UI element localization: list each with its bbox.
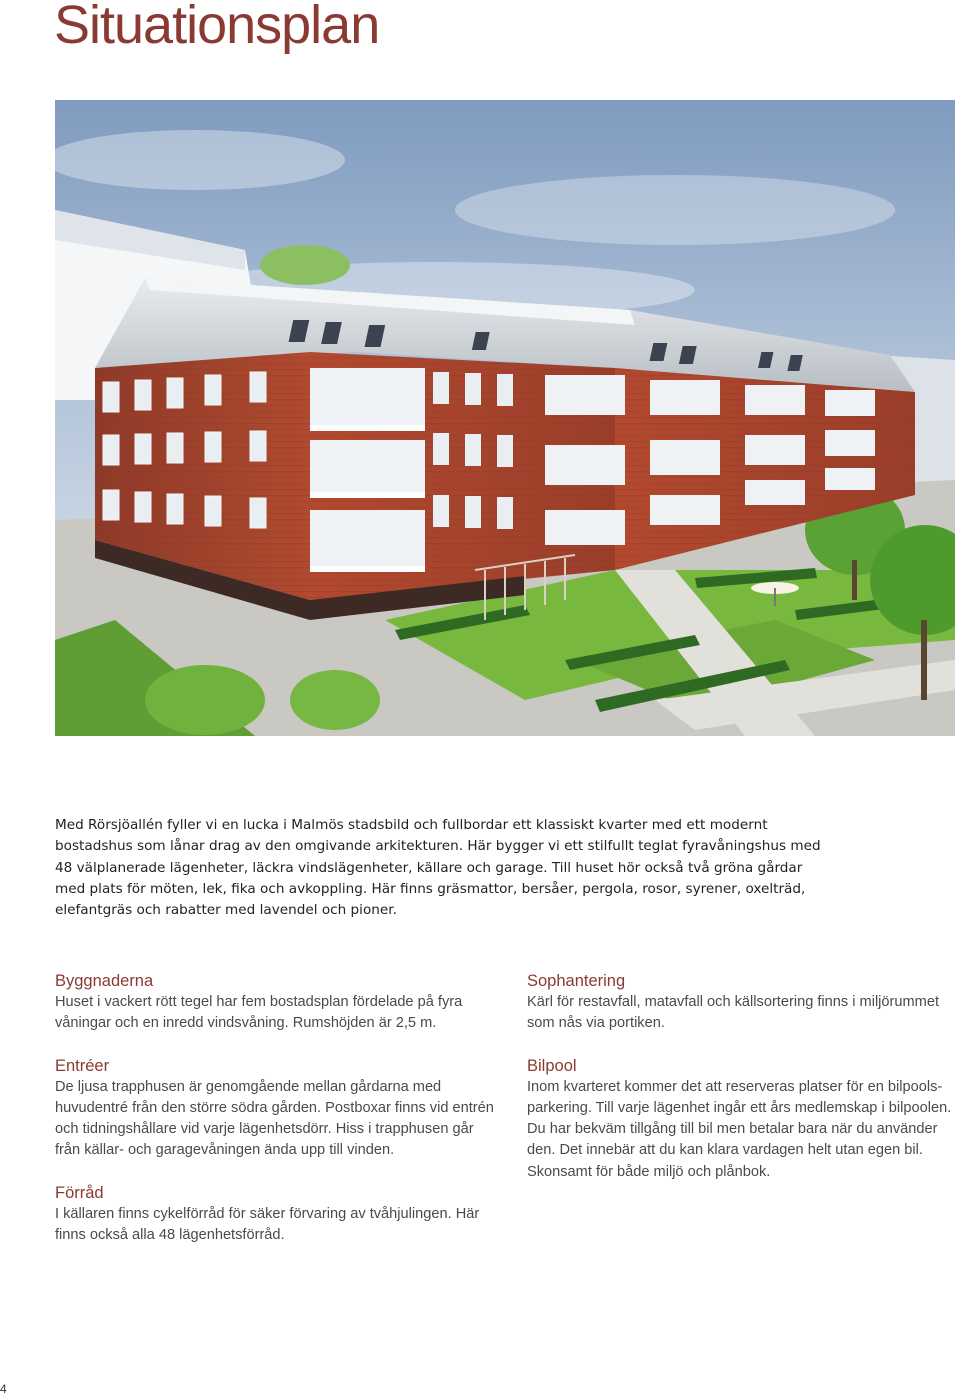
left-column (55, 970, 495, 1266)
section-body: I källaren finns cykelförråd för säker förvaring av tvåhjulingen. Här finns också alla 48 lägenhetsförråd. (55, 1205, 480, 1244)
section-body: Huset i vackert rött tegel har fem bostadsplan fördelade på fyra våningar och en inredd vindsvåning. Rumshöjden är 2,5 m. (55, 994, 463, 1032)
section-forrad (55, 1182, 495, 1247)
section-heading: Byggnaderna (55, 972, 154, 990)
section-body: De ljusa trapphusen är genomgående mellan gårdarna med huvudentré från den större södra gården. Postboxar finns vid entrén och tidningshållare vid varje lägenhetsdörr. Hiss i trapphusen går från källar- och garagevåningen ända upp till vinden. (55, 1078, 494, 1159)
right-column (527, 970, 957, 1203)
section-heading: Entréer (55, 1056, 110, 1075)
section-bilpool (527, 1055, 957, 1183)
section-heading: Förråd (55, 1183, 104, 1202)
building-illustration (55, 100, 955, 736)
page-title: Situationsplan (54, 0, 380, 55)
intro-paragraph: Med Rörsjöallén fyller vi en lucka i Malmös stadsbild och fullbordar ett klassiskt kvarter med ett modernt bostadshus som lånar drag av den omgivande arkitekturen. Här bygger vi ett stilfullt teglat fyravåningshus med 48 välplanerade lägenheter, läckra vindslägenheter, källare och garage. Till huset hör också två gröna gårdar med plats för möten, lek, fika och avkoppling. Här finns gräsmattor, bersåer, pergola, rosor, syrener, oxelträd, elefantgräs och rabatter med lavendel och pioner. (55, 817, 821, 919)
section-body: Inom kvarteret kommer det att reserveras platser för en bilpools-parkering. Till varje lägenhet ingår ett års medlemskap i bilpoolen. Du har bekväm tillgång till bil men betalar bara när du använder den. Det innebär att du kan klara vardagen helt utan egen bil. Skonsamt för både miljö och plånbok. (527, 1078, 952, 1180)
section-entreer (55, 1055, 495, 1162)
section-sophantering (527, 970, 957, 1035)
page-number: 4 (0, 1382, 7, 1396)
section-byggnaderna (55, 970, 495, 1035)
section-heading: Bilpool (527, 1056, 577, 1075)
section-heading: Sophantering (527, 972, 626, 990)
section-body: Kärl för restavfall, matavfall och källsortering finns i miljörummet som nås via portiken. (527, 994, 940, 1032)
